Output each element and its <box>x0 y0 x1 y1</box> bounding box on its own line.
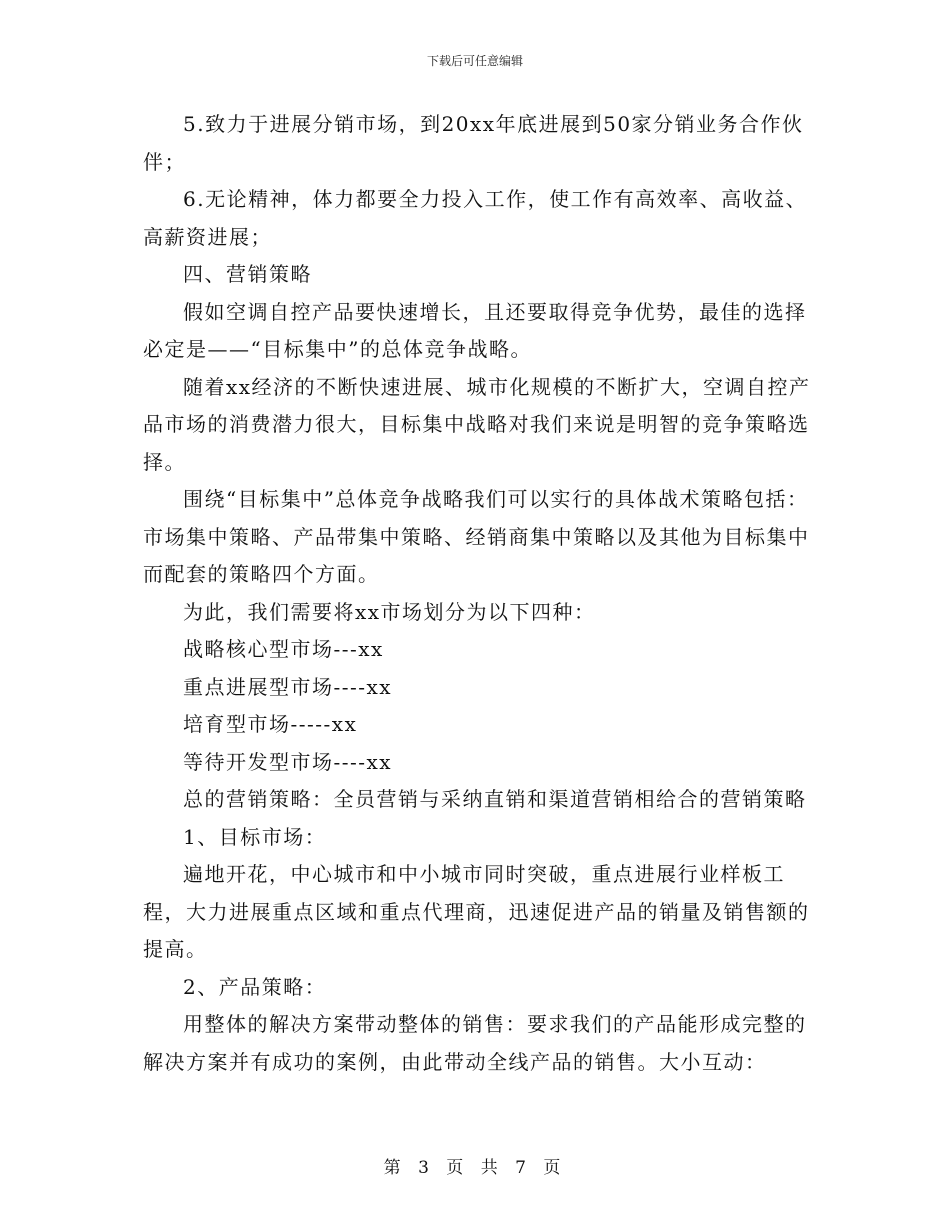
paragraph-strategy-intro: 假如空调自控产品要快速增长，且还要取得竞争优势，最佳的选择必定是——“目标集中”的总体竞争战略。 <box>143 299 807 361</box>
paragraph-target-market: 遍地开花，中心城市和中小城市同时突破，重点进展行业样板工程，大力进展重点区域和重点代理商，迅速促进产品的销量及销售额的提高。 <box>143 862 810 961</box>
paragraph-goal-5: 5.致力于进展分销市场，到20xx年底进展到50家分销业务合作伙伴； <box>143 112 804 174</box>
list-item-key-market: 重点进展型市场----xx <box>183 674 393 699</box>
page-number: 第 3 页 共 7 页 <box>383 1158 567 1178</box>
paragraph-product-strategy: 用整体的解决方案带动整体的销售：要求我们的产品能形成完整的解决方案并有成功的案例，由此带动全线产品的销售。大小互动： <box>143 1012 807 1074</box>
paragraph-goal-6: 6.无论精神，体力都要全力投入工作，使工作有高效率、高收益、高薪资进展； <box>143 187 808 249</box>
page-header-note: 下载后可任意编辑 <box>426 54 523 68</box>
paragraph-tactics: 围绕“目标集中”总体竞争战略我们可以实行的具体战术策略包括：市场集中策略、产品带集中策略、经销商集中策略以及其他为目标集中而配套的策略四个方面。 <box>143 487 810 586</box>
paragraph-overall-strategy: 总的营销策略：全员营销与采纳直销和渠道营销相给合的营销策略 <box>183 787 807 811</box>
subheading-product-strategy: 2、产品策略： <box>183 974 327 999</box>
list-item-core-market: 战略核心型市场---xx <box>183 637 384 661</box>
subheading-target-market: 1、目标市场： <box>183 824 327 849</box>
paragraph-market-division: 为此，我们需要将xx市场划分为以下四种： <box>183 599 596 624</box>
section-heading-marketing-strategy: 四、营销策略 <box>183 262 312 286</box>
list-item-nurture-market: 培育型市场-----xx <box>183 712 358 736</box>
list-item-pending-market: 等待开发型市场----xx <box>183 749 393 774</box>
document-body <box>143 106 811 1081</box>
paragraph-market-potential: 随着xx经济的不断快速进展、城市化规模的不断扩大，空调自控产品市场的消费潜力很大，目标集中战略对我们来说是明智的竞争策略选择。 <box>143 374 811 474</box>
